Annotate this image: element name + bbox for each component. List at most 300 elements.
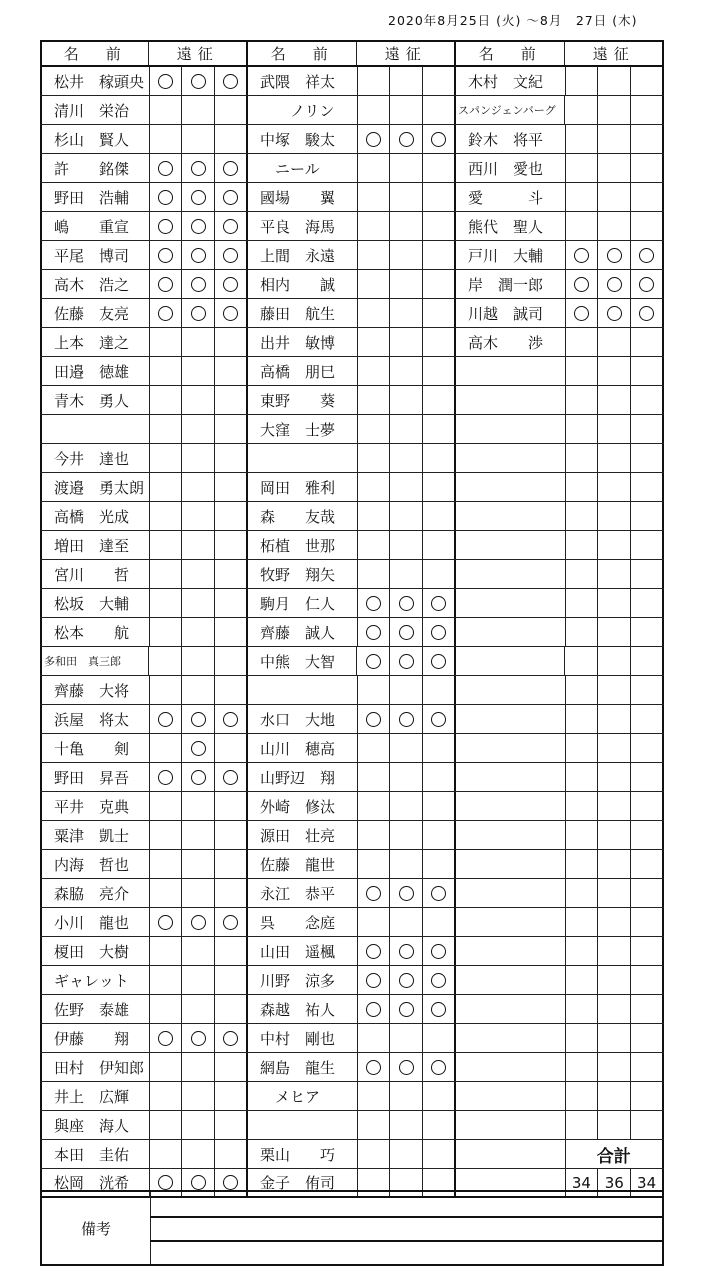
player-name xyxy=(456,676,566,704)
expedition-cell xyxy=(390,821,423,849)
expedition-cell xyxy=(566,270,599,298)
expedition-cell xyxy=(358,67,391,95)
expedition-cell xyxy=(631,1053,664,1081)
expedition-cell xyxy=(598,299,631,327)
expedition-cell xyxy=(423,502,456,530)
expedition-cell xyxy=(358,618,391,646)
expedition-cell xyxy=(631,241,664,269)
expedition-cell xyxy=(423,96,456,124)
expedition-cell xyxy=(631,850,664,878)
table-row xyxy=(40,270,664,299)
player-name xyxy=(456,1140,566,1168)
expedition-cell xyxy=(215,734,248,762)
table-row xyxy=(40,96,664,125)
expedition-cell xyxy=(150,589,183,617)
player-name: 栗山 巧 xyxy=(248,1140,358,1168)
player-name: 山田 遥楓 xyxy=(248,937,358,965)
expedition-cell xyxy=(215,1053,248,1081)
expedition-cell xyxy=(631,966,664,994)
expedition-cell xyxy=(215,560,248,588)
circle-mark xyxy=(223,306,238,321)
expedition-cell xyxy=(182,270,215,298)
expedition-cell xyxy=(358,357,391,385)
expedition-cell xyxy=(358,183,391,211)
player-name xyxy=(456,995,566,1023)
expedition-cell xyxy=(598,879,631,907)
expedition-cell xyxy=(390,241,423,269)
expedition-cell xyxy=(358,1053,391,1081)
expedition-cell xyxy=(423,299,456,327)
expedition-cell xyxy=(566,995,599,1023)
player-name: 榎田 大樹 xyxy=(40,937,150,965)
expedition-cell xyxy=(182,1082,215,1110)
expedition-cell xyxy=(566,125,599,153)
date-range: 2020年8月25日 (火) ～8月 27日 (木) xyxy=(388,13,638,28)
expedition-cell xyxy=(182,125,215,153)
player-name: 西川 愛也 xyxy=(456,154,566,182)
expedition-cell xyxy=(390,1053,423,1081)
expedition-cell xyxy=(598,1111,631,1139)
expedition-cell xyxy=(390,966,423,994)
expedition-cell xyxy=(215,1111,248,1139)
expedition-cell xyxy=(182,531,215,559)
player-name: 田邉 徳雄 xyxy=(40,357,150,385)
table-header xyxy=(40,40,664,67)
player-name: 渡邉 勇太朗 xyxy=(40,473,150,501)
expedition-cell xyxy=(423,1024,456,1052)
expedition-cell xyxy=(423,444,456,472)
circle-mark xyxy=(223,190,238,205)
player-name: 呉 念庭 xyxy=(248,908,358,936)
player-name: 野田 昇吾 xyxy=(40,763,150,791)
player-name: 水口 大地 xyxy=(248,705,358,733)
expedition-cell xyxy=(631,589,664,617)
expedition-cell xyxy=(423,1082,456,1110)
expedition-cell xyxy=(631,734,664,762)
expedition-cell xyxy=(182,647,215,675)
expedition-cell xyxy=(150,850,183,878)
expedition-cell xyxy=(598,357,631,385)
expedition-cell xyxy=(598,850,631,878)
circle-mark xyxy=(431,973,446,988)
expedition-cell xyxy=(182,618,215,646)
header-expedition: 遠征 xyxy=(565,42,664,65)
expedition-cell xyxy=(631,270,664,298)
circle-mark xyxy=(191,915,206,930)
expedition-cell xyxy=(390,96,423,124)
circle-mark xyxy=(191,219,206,234)
table-row xyxy=(40,821,664,850)
table-row xyxy=(40,357,664,386)
player-name: 岡田 雅利 xyxy=(248,473,358,501)
expedition-cell xyxy=(566,531,599,559)
player-name: 中村 剛也 xyxy=(248,1024,358,1052)
table-row xyxy=(40,937,664,966)
player-name xyxy=(456,879,566,907)
circle-mark xyxy=(366,712,381,727)
remarks-box xyxy=(40,1190,664,1266)
expedition-cell xyxy=(423,67,456,95)
expedition-cell xyxy=(423,589,456,617)
player-name: 松坂 大輔 xyxy=(40,589,150,617)
expedition-cell xyxy=(631,444,664,472)
player-name: 佐藤 龍世 xyxy=(248,850,358,878)
expedition-cell xyxy=(598,821,631,849)
expedition-cell xyxy=(182,1053,215,1081)
circle-mark xyxy=(607,306,622,321)
player-name xyxy=(456,531,566,559)
expedition-cell xyxy=(423,966,456,994)
player-name: 森脇 亮介 xyxy=(40,879,150,907)
expedition-cell xyxy=(358,270,391,298)
expedition-cell xyxy=(150,241,183,269)
expedition-cell xyxy=(182,966,215,994)
expedition-cell xyxy=(182,444,215,472)
header-name: 名 前 xyxy=(40,42,149,65)
expedition-cell xyxy=(150,618,183,646)
player-name: 野田 浩輔 xyxy=(40,183,150,211)
expedition-cell xyxy=(598,647,631,675)
expedition-cell xyxy=(358,473,391,501)
expedition-cell xyxy=(215,966,248,994)
expedition-cell xyxy=(215,618,248,646)
expedition-cell xyxy=(182,1024,215,1052)
expedition-cell xyxy=(565,96,598,124)
circle-mark xyxy=(158,1031,173,1046)
table-row xyxy=(40,328,664,357)
expedition-cell xyxy=(390,502,423,530)
player-name: 宮川 哲 xyxy=(40,560,150,588)
expedition-cell xyxy=(598,125,631,153)
expedition-cell xyxy=(150,531,183,559)
expedition-cell xyxy=(215,328,248,356)
circle-mark xyxy=(191,74,206,89)
expedition-cell xyxy=(150,183,183,211)
player-name: 内海 哲也 xyxy=(40,850,150,878)
expedition-cell xyxy=(566,705,599,733)
expedition-cell xyxy=(598,328,631,356)
expedition-cell xyxy=(390,618,423,646)
table-row xyxy=(40,705,664,734)
expedition-cell xyxy=(423,995,456,1023)
expedition-cell xyxy=(423,328,456,356)
expedition-cell xyxy=(182,676,215,704)
circle-mark xyxy=(431,886,446,901)
circle-mark xyxy=(366,1002,381,1017)
expedition-cell xyxy=(390,589,423,617)
expedition-cell xyxy=(423,183,456,211)
player-name: 平良 海馬 xyxy=(248,212,358,240)
expedition-cell xyxy=(631,879,664,907)
expedition-cell xyxy=(631,995,664,1023)
expedition-cell xyxy=(390,850,423,878)
header-expedition: 遠征 xyxy=(357,42,456,65)
expedition-cell xyxy=(182,473,215,501)
expedition-cell xyxy=(182,183,215,211)
expedition-cell xyxy=(358,792,391,820)
player-name: 戸川 大輔 xyxy=(456,241,566,269)
expedition-cell xyxy=(215,792,248,820)
expedition-cell xyxy=(182,1111,215,1139)
expedition-cell xyxy=(150,328,183,356)
expedition-cell xyxy=(598,241,631,269)
expedition-cell xyxy=(150,676,183,704)
table-row xyxy=(40,299,664,328)
expedition-cell xyxy=(215,502,248,530)
player-name: 多和田 真三郎 xyxy=(40,647,149,675)
table-row xyxy=(40,734,664,763)
expedition-cell xyxy=(150,937,183,965)
expedition-cell xyxy=(631,676,664,704)
header-name: 名 前 xyxy=(456,42,565,65)
expedition-cell xyxy=(566,937,599,965)
total-value: 34 xyxy=(566,1169,599,1196)
expedition-cell xyxy=(390,1024,423,1052)
player-name: 大窪 士夢 xyxy=(248,415,358,443)
circle-mark xyxy=(399,596,414,611)
expedition-cell xyxy=(631,183,664,211)
expedition-cell xyxy=(215,154,248,182)
expedition-cell xyxy=(631,502,664,530)
player-name: 青木 勇人 xyxy=(40,386,150,414)
expedition-cell xyxy=(390,647,423,675)
expedition-cell xyxy=(423,154,456,182)
player-name xyxy=(248,444,358,472)
expedition-cell xyxy=(358,96,391,124)
player-name xyxy=(456,850,566,878)
expedition-cell xyxy=(215,676,248,704)
expedition-cell xyxy=(566,473,599,501)
player-name: 浜屋 将太 xyxy=(40,705,150,733)
expedition-cell xyxy=(565,647,598,675)
circle-mark xyxy=(158,1175,173,1190)
expedition-cell xyxy=(150,1053,183,1081)
expedition-cell xyxy=(566,67,599,95)
expedition-cell xyxy=(215,67,248,95)
expedition-cell xyxy=(215,995,248,1023)
expedition-cell xyxy=(566,763,599,791)
remarks-label: 備考 xyxy=(42,1192,151,1264)
player-name: メヒア xyxy=(248,1082,358,1110)
expedition-cell xyxy=(358,415,391,443)
expedition-cell xyxy=(358,241,391,269)
player-name xyxy=(456,1053,566,1081)
expedition-cell xyxy=(390,531,423,559)
circle-mark xyxy=(431,712,446,727)
player-name xyxy=(456,415,566,443)
expedition-cell xyxy=(182,1140,215,1168)
player-name: 駒月 仁人 xyxy=(248,589,358,617)
expedition-cell xyxy=(566,328,599,356)
expedition-cell xyxy=(182,850,215,878)
expedition-cell xyxy=(390,299,423,327)
circle-mark xyxy=(639,248,654,263)
expedition-cell xyxy=(631,125,664,153)
table-row xyxy=(40,995,664,1024)
expedition-cell xyxy=(598,270,631,298)
expedition-cell xyxy=(423,531,456,559)
expedition-cell xyxy=(631,96,664,124)
player-name xyxy=(40,415,150,443)
expedition-cell xyxy=(182,502,215,530)
expedition-cell xyxy=(150,1140,183,1168)
player-name: 森 友哉 xyxy=(248,502,358,530)
player-name: 小川 龍也 xyxy=(40,908,150,936)
expedition-cell xyxy=(390,386,423,414)
expedition-cell xyxy=(358,328,391,356)
expedition-cell xyxy=(182,734,215,762)
player-name: 高橋 光成 xyxy=(40,502,150,530)
circle-mark xyxy=(191,770,206,785)
expedition-cell xyxy=(215,212,248,240)
player-name xyxy=(456,705,566,733)
expedition-cell xyxy=(150,415,183,443)
circle-mark xyxy=(366,944,381,959)
table-row xyxy=(40,1111,664,1140)
player-name: 十亀 剣 xyxy=(40,734,150,762)
expedition-cell xyxy=(598,995,631,1023)
player-name: 金子 侑司 xyxy=(248,1169,358,1196)
expedition-cell xyxy=(182,415,215,443)
expedition-cell xyxy=(150,1024,183,1052)
expedition-cell xyxy=(566,183,599,211)
expedition-cell xyxy=(566,560,599,588)
circle-mark xyxy=(639,306,654,321)
expedition-cell xyxy=(215,96,248,124)
expedition-cell xyxy=(358,444,391,472)
expedition-cell xyxy=(182,96,215,124)
expedition-cell xyxy=(182,328,215,356)
expedition-cell xyxy=(215,705,248,733)
expedition-cell xyxy=(358,676,391,704)
expedition-cell xyxy=(566,879,599,907)
circle-mark xyxy=(366,654,381,669)
expedition-cell xyxy=(390,763,423,791)
expedition-cell xyxy=(215,299,248,327)
expedition-cell xyxy=(390,560,423,588)
player-name: 清川 栄治 xyxy=(40,96,150,124)
expedition-cell xyxy=(566,212,599,240)
circle-mark xyxy=(191,1175,206,1190)
player-name xyxy=(456,386,566,414)
expedition-cell xyxy=(182,560,215,588)
expedition-cell xyxy=(150,792,183,820)
expedition-cell xyxy=(423,1053,456,1081)
player-name: 岸 潤一郎 xyxy=(456,270,566,298)
player-name: 杉山 賢人 xyxy=(40,125,150,153)
expedition-cell xyxy=(150,1082,183,1110)
player-name xyxy=(456,1024,566,1052)
expedition-cell xyxy=(390,415,423,443)
player-name xyxy=(456,589,566,617)
expedition-cell xyxy=(215,357,248,385)
expedition-cell xyxy=(598,589,631,617)
expedition-cell xyxy=(423,386,456,414)
table-row xyxy=(40,183,664,212)
table-row xyxy=(40,67,664,96)
table-row xyxy=(40,241,664,270)
circle-mark xyxy=(431,1060,446,1075)
circle-mark xyxy=(223,770,238,785)
expedition-cell xyxy=(150,995,183,1023)
circle-mark xyxy=(191,190,206,205)
expedition-cell xyxy=(598,734,631,762)
expedition-cell xyxy=(150,125,183,153)
expedition-cell xyxy=(150,763,183,791)
expedition-cell xyxy=(182,821,215,849)
player-name: 川野 涼多 xyxy=(248,966,358,994)
circle-mark xyxy=(223,915,238,930)
expedition-cell xyxy=(358,734,391,762)
player-name: 佐藤 友亮 xyxy=(40,299,150,327)
player-name: 粟津 凱士 xyxy=(40,821,150,849)
circle-mark xyxy=(223,1175,238,1190)
circle-mark xyxy=(158,915,173,930)
table-row xyxy=(40,618,664,647)
player-name xyxy=(456,560,566,588)
expedition-cell xyxy=(390,1111,423,1139)
player-name: 與座 海人 xyxy=(40,1111,150,1139)
expedition-cell xyxy=(150,357,183,385)
expedition-cell xyxy=(566,734,599,762)
expedition-cell xyxy=(182,154,215,182)
expedition-cell xyxy=(566,444,599,472)
circle-mark xyxy=(191,248,206,263)
player-name: 牧野 翔矢 xyxy=(248,560,358,588)
player-name: 山野辺 翔 xyxy=(248,763,358,791)
circle-mark xyxy=(158,248,173,263)
table-row xyxy=(40,879,664,908)
expedition-cell xyxy=(215,125,248,153)
expedition-cell xyxy=(390,473,423,501)
expedition-cell xyxy=(358,125,391,153)
circle-mark xyxy=(574,277,589,292)
table-row xyxy=(40,1140,664,1169)
expedition-cell xyxy=(358,299,391,327)
expedition-cell xyxy=(423,705,456,733)
expedition-cell xyxy=(423,1140,456,1168)
expedition-cell xyxy=(358,908,391,936)
player-name xyxy=(456,792,566,820)
player-name xyxy=(456,734,566,762)
expedition-cell xyxy=(215,763,248,791)
player-name: 木村 文紀 xyxy=(456,67,566,95)
expedition-cell xyxy=(566,154,599,182)
expedition-cell xyxy=(215,1140,248,1168)
expedition-cell xyxy=(182,763,215,791)
expedition-cell xyxy=(423,879,456,907)
expedition-cell xyxy=(423,676,456,704)
expedition-cell xyxy=(182,589,215,617)
table-row xyxy=(40,502,664,531)
circle-mark xyxy=(399,944,414,959)
circle-mark xyxy=(158,277,173,292)
expedition-cell xyxy=(358,705,391,733)
circle-mark xyxy=(366,1060,381,1075)
circle-mark xyxy=(431,654,446,669)
expedition-cell xyxy=(566,850,599,878)
expedition-cell xyxy=(566,792,599,820)
circle-mark xyxy=(158,161,173,176)
circle-mark xyxy=(158,306,173,321)
player-name: 松岡 洸希 xyxy=(40,1169,150,1196)
expedition-cell xyxy=(423,415,456,443)
player-name: 齊藤 誠人 xyxy=(248,618,358,646)
player-name xyxy=(456,444,566,472)
player-name: 山川 穂高 xyxy=(248,734,358,762)
expedition-cell xyxy=(215,415,248,443)
expedition-cell xyxy=(215,1024,248,1052)
